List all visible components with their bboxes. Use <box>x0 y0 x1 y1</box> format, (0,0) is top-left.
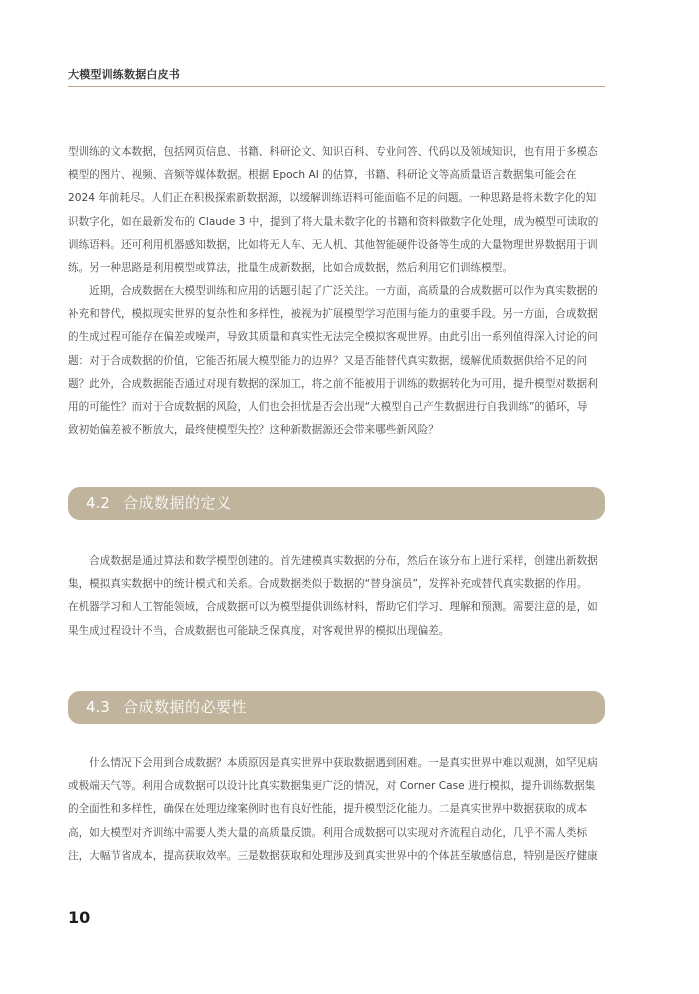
section-heading-4-3 <box>68 691 605 724</box>
section-number: 4.2 <box>86 494 110 512</box>
text-line: 用的可能性？而对于合成数据的风险，人们也会担忧是否会出现“大模型自己产生数据进行自我训练”的循环，导 <box>68 401 588 414</box>
text-line: 合成数据是通过算法和数学模型创建的。首先建模真实数据的分布，然后在该分布上进行采样，创建出新数据 <box>68 555 598 567</box>
text-line: 或极端天气等。利用合成数据可以设计比真实数据集更广泛的情况，对 Corner Case 进行模拟，提升训练数据集 <box>68 780 596 793</box>
text-line: 2024 年前耗尽。人们正在积极探索新数据源，以缓解训练语料可能面临不足的问题。一种思路是将未数字化的知 <box>68 192 597 205</box>
text-line: 的全面性和多样性，确保在处理边缘案例时也有良好性能，提升模型泛化能力。二是真实世界中数据获取的成本 <box>68 803 588 816</box>
intro-paragraph-2 <box>68 280 605 442</box>
text-line: 型训练的文本数据，包括网页信息、书籍、科研论文、知识百科、专业问答、代码以及领域知识，也有用于多模态 <box>68 146 598 158</box>
text-line: 致初始偏差被不断放大，最终使模型失控？这种新数据源还会带来哪些新风险？ <box>68 424 439 437</box>
text-line: 注，大幅节省成本，提高获取效率。三是数据获取和处理涉及到真实世界中的个体甚至敏感信息，特别是医疗健康 <box>68 849 598 862</box>
text-line: 集，模拟真实数据中的统计模式和关系。合成数据类似于数据的“替身演员”，发挥补充或替代真实数据的作用。 <box>68 578 588 591</box>
text-line: 高，如大模型对齐训练中需要人类大量的高质量反馈。利用合成数据可以实现对齐流程自动化，几乎不需人类标 <box>68 826 588 839</box>
text-line: 训练语料。还可利用机器感知数据，比如将无人车、无人机、其他智能硬件设备等生成的大量物理世界数据用于训 <box>68 238 598 251</box>
text-line: 识数字化，如在最新发布的 Claude 3 中，提到了将大量未数字化的书籍和资料做数字化处理，成为模型可读取的 <box>68 215 599 228</box>
header-title: 大模型训练数据白皮书 <box>68 68 180 81</box>
text-line: 题？此外，合成数据能否通过对现有数据的深加工，将之前不能被用于训练的数据转化为可用，提升模型对数据利 <box>68 377 598 390</box>
text-line: 题：对于合成数据的价值，它能否拓展大模型能力的边界？又是否能替代真实数据，缓解优质数据供给不足的问 <box>68 354 588 367</box>
text-line: 补充和替代，模拟现实世界的复杂性和多样性，被视为扩展模型学习范围与能力的重要手段。另一方面，合成数据 <box>68 308 598 321</box>
text-line: 练。另一种思路是利用模型或算法，批量生成新数据，比如合成数据，然后利用它们训练模型。 <box>68 262 513 275</box>
section-4-2-paragraph <box>68 550 605 643</box>
text-line: 果生成过程设计不当，合成数据也可能缺乏保真度，对客观世界的模拟出现偏差。 <box>68 624 450 637</box>
section-4-3-paragraph <box>68 752 605 868</box>
intro-paragraph-1 <box>68 141 605 280</box>
text-line: 在机器学习和人工智能领域，合成数据可以为模型提供训练材料，帮助它们学习、理解和预测。需要注意的是，如 <box>68 601 598 614</box>
section-title: 合成数据的必要性 <box>123 698 248 716</box>
page-number: 10 <box>68 908 91 927</box>
text-line: 的生成过程可能存在偏差或噪声，导致其质量和真实性无法完全模拟客观世界。由此引出一系列值得深入讨论的问 <box>68 331 598 344</box>
text-line: 模型的图片、视频、音频等媒体数据。根据 Epoch AI 的估算，书籍、科研论文等高质量语言数据集可能会在 <box>68 169 577 182</box>
text-line: 近期，合成数据在大模型训练和应用的话题引起了广泛关注。一方面，高质量的合成数据可以作为真实数据的 <box>68 285 598 297</box>
section-heading-4-2 <box>68 487 605 520</box>
header-divider <box>68 86 605 87</box>
text-line: 什么情况下会用到合成数据？本质原因是真实世界中获取数据遇到困难。一是真实世界中难以观测，如罕见病 <box>68 757 598 769</box>
section-title: 合成数据的定义 <box>123 494 232 512</box>
section-number: 4.3 <box>86 698 110 716</box>
